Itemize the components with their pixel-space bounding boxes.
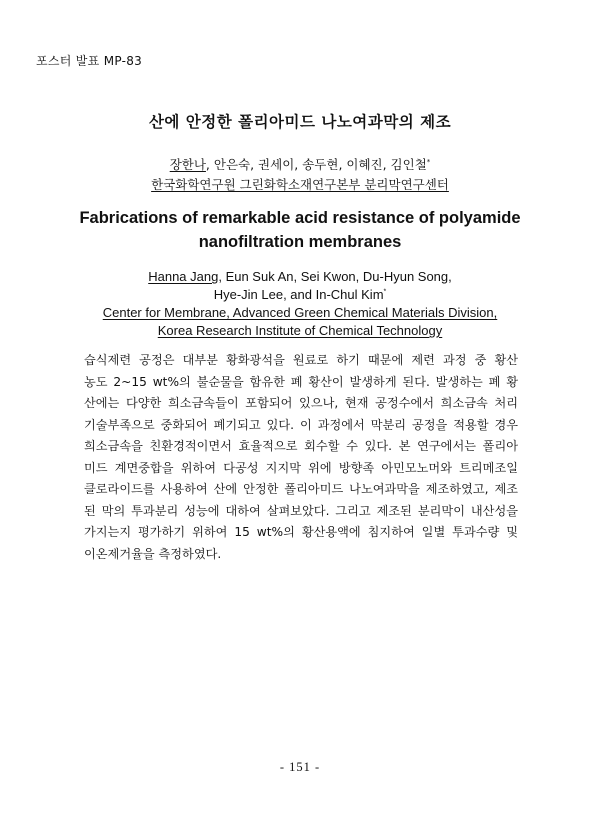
korean-authors	[0, 155, 600, 173]
english-coauthors-line-1: , Eun Suk An, Sei Kwon, Du-Hyun Song,	[218, 269, 452, 284]
korean-affiliation-text: 한국화학연구원 그린화학소재연구본부 분리막연구센터	[151, 177, 449, 192]
abstract-line: 가지는지 평가하기 위하여 15 wt%의 황산용액에 침지하여 일별 투과수량 및	[84, 525, 518, 539]
korean-corresponding-mark: *	[426, 157, 431, 166]
abstract-line: 희소금속을 친환경적이면서 효율적으로 회수할 수 있다. 본 연구에서는 폴리아	[84, 439, 518, 453]
english-authors	[0, 268, 600, 304]
korean-presenting-author: 장한나	[169, 157, 206, 172]
abstract-line: 클로라이드를 사용하여 산에 안정한 폴리아미드 나노여과막을 제조하였고, 제조	[84, 482, 518, 496]
abstract-line: 미드 계면중합을 위하여 다공성 지지막 위에 방향족 아민모노머와 트리메조일	[84, 460, 518, 475]
english-title	[0, 206, 600, 254]
english-corresponding-mark: *	[383, 288, 387, 296]
session-label: 포스터 발표 MP-83	[36, 54, 143, 68]
abstract-line: 농도 2~15 wt%의 불순물을 함유한 폐 황산이 발생하게 된다. 발생하는 폐 황	[84, 374, 518, 389]
abstract-line: 산에는 다양한 희소금속들이 포함되어 있으나, 현재 공정수에서 희소금속 처리	[84, 396, 518, 410]
korean-coauthors: , 안은숙, 권세이, 송두현, 이혜진, 김인철	[205, 157, 427, 172]
abstract-line: 기술부족으로 중화되어 폐기되고 있다. 이 과정에서 막분리 공정을 적용할 경우	[84, 417, 518, 432]
english-title-line-1: Fabrications of remarkable acid resistance of polyamide	[79, 209, 521, 227]
english-title-line-2: nanofiltration membranes	[198, 233, 402, 251]
page-number: - 151 -	[279, 760, 321, 774]
abstract-line: 된 막의 투과분리 성능에 대하여 살펴보았다. 그리고 제조된 분리막이 내산성을	[84, 503, 518, 518]
english-affiliation-line-1: Center for Membrane, Advanced Green Chemical Materials Division,	[102, 305, 498, 320]
english-affiliation	[0, 304, 600, 340]
english-coauthors-line-2: Hye-Jin Lee, and In-Chul Kim	[213, 287, 384, 302]
abstract-body	[84, 350, 518, 565]
english-authors-line-2	[0, 286, 600, 304]
korean-title: 산에 안정한 폴리아미드 나노여과막의 제조	[148, 113, 452, 131]
english-authors-line-1	[0, 268, 600, 286]
abstract-line: 이온제거율을 측정하였다.	[84, 546, 222, 561]
english-presenting-author: Hanna Jang	[148, 269, 219, 284]
korean-affiliation	[0, 175, 600, 193]
abstract-line: 습식제련 공정은 대부분 황화광석을 원료로 하기 때문에 제련 과정 중 황산	[84, 353, 518, 367]
english-affiliation-line-2: Korea Research Institute of Chemical Technology	[157, 323, 443, 338]
